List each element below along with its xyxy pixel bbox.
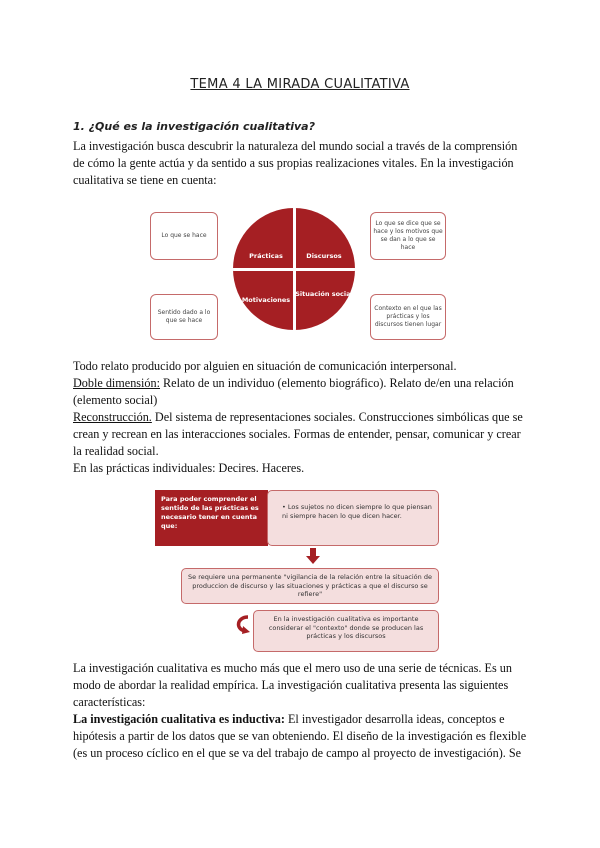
quadrant-circle [233, 208, 355, 330]
intro-text: La investigación busca descubrir la naturaleza del mundo social a través de la comprensión de cómo la gente actúa y da sentido a sus propias realizaciones vitales. En la investigación cualitativa se tiene en cuenta: [73, 139, 518, 187]
paragraph-3 [73, 660, 528, 762]
para2-line4: En las prácticas individuales: Decires. Haceres. [73, 461, 305, 475]
curved-arrow-icon [233, 614, 251, 634]
para2-line3 [73, 409, 528, 460]
quadrant-discursos: Discursos [306, 252, 342, 260]
practices-understanding-diagram [155, 488, 445, 653]
text-doble-dimension: Relato de un individuo (elemento biográfico). Relato de/en una relación (elemento social) [73, 376, 514, 407]
section-heading: 1. ¿Qué es la investigación cualitativa? [73, 120, 315, 133]
label-doble-dimension: Doble dimensión: [73, 376, 160, 390]
diagram2-dark-box: Para poder comprender el sentido de las prácticas es necesario tener en cuenta que: [155, 490, 268, 546]
intro-paragraph [73, 138, 528, 189]
qualitative-aspects-diagram [150, 204, 455, 344]
diagram2-mid-box: Se requiere una permanente "vigilancia de la relación entre la situación de produccion de discurso y las situaciones y prácticas a que el discurso se refiere" [181, 568, 439, 604]
page-title: TEMA 4 LA MIRADA CUALITATIVA [190, 77, 410, 92]
box-contexto: Contexto en el que las prácticas y los discursos tienen lugar [370, 294, 446, 340]
para3-line2 [73, 711, 528, 762]
diagram2-right-box: • Los sujetos no dicen siempre lo que piensan ni siempre hacen lo que dicen hacer. [267, 490, 439, 546]
box-lo-que-se-hace: Lo que se hace [150, 212, 218, 260]
para3-text1: La investigación cualitativa es mucho más que el mero uso de una serie de técnicas. Es un modo de abordar la realidad empírica. La investigación cualitativa presenta las siguientes características: [73, 661, 512, 709]
label-reconstruccion: Reconstrucción. [73, 410, 152, 424]
diagram2-bottom-box: En la investigación cualitativa es importante considerar el "contexto" donde se producen las prácticas y los discursos [253, 610, 439, 652]
circle-divider-horizontal [233, 268, 355, 271]
para2-line1: Todo relato producido por alguien en situación de comunicación interpersonal. [73, 359, 457, 373]
para2-line2 [73, 375, 528, 409]
quadrant-practicas: Prácticas [249, 252, 283, 260]
box-lo-que-se-dice: Lo que se dice que se hace y los motivos que se dan a lo que se hace [370, 212, 446, 260]
text-reconstruccion: Del sistema de representaciones sociales. Construcciones simbólicas que se crean y recrean en las interacciones sociales. Formas de entender, pensar, comunicar y crear la realidad social. [73, 410, 523, 458]
arrow-down-icon [305, 548, 321, 564]
paragraph-2 [73, 358, 528, 477]
box-sentido-dado: Sentido dado a lo que se hace [150, 294, 218, 340]
label-inductiva: La investigación cualitativa es inductiva: [73, 712, 285, 726]
text-inductiva: El investigador desarrolla ideas, conceptos e hipótesis a partir de los datos que se van obteniendo. El diseño de la investigación es flexible (es un proceso cíclico en el que se va del trabajo de campo al proyecto de investigación). Se [73, 712, 527, 760]
quadrant-situacion-social: Situación social [295, 290, 353, 298]
quadrant-motivaciones: Motivaciones [241, 296, 291, 304]
